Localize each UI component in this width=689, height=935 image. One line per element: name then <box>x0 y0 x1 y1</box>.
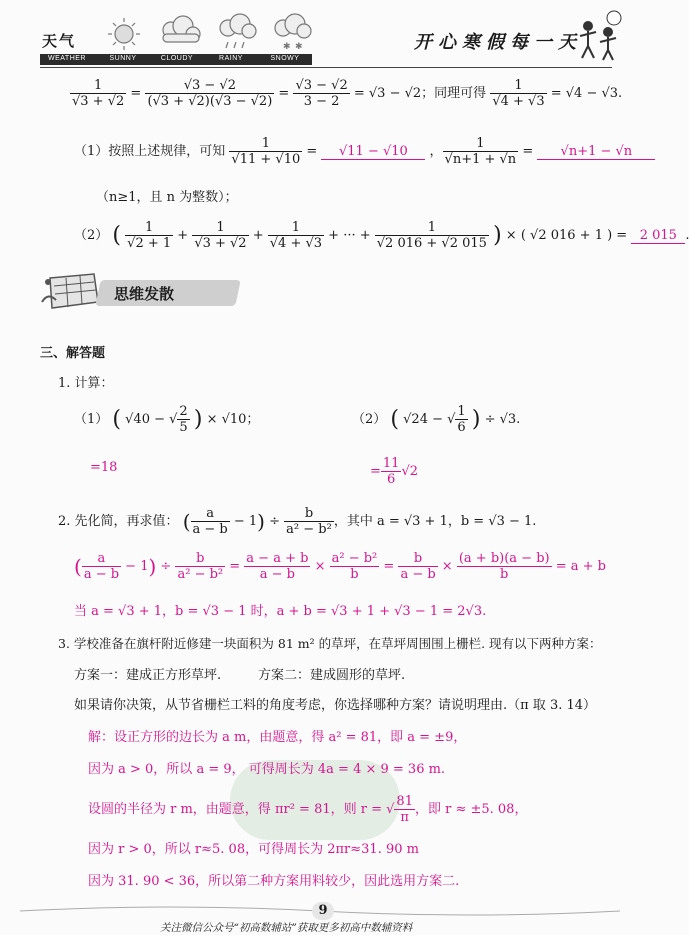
q1-note: （n≥1，且 n 为整数）； <box>96 190 238 205</box>
fraction: $\frac{√3 - √2}{3 - 2}$ <box>295 78 348 109</box>
p3-plan1: 方案一：建成正方形草坪. <box>74 668 222 683</box>
p3-step3-b: ，即 r ≈ ±5. 08， <box>414 802 528 817</box>
svg-text:✱: ✱ <box>295 42 303 52</box>
fraction: $\frac{1}{6}$ <box>457 404 466 435</box>
section-banner <box>38 272 242 310</box>
p3-step3: 设圆的半径为 r m，由题意，得 πr² = 81，则 r = √ $\frac{81}{\pi}$ ，即 r ≈ ±5. 08， <box>88 794 528 825</box>
header-slogan: 开心寒假每一天 <box>414 32 582 53</box>
fraction: $\frac{(a + b)(a - b)}{b}$ <box>458 551 550 582</box>
fraction: $\frac{1}{√4 + √3}$ <box>492 78 545 109</box>
example-line: $\frac{1}{√3 + √2}$ = $\frac{√3 - √2}{(√3 + √2)(√3 - √2)}$ = $\frac{√3 - √2}{3 - 2}$ = √3 − √2；同理可得 $\frac{1}{√4 + √3}$ = √4 − √3. <box>72 78 623 109</box>
p1-label: 1. 计算： <box>58 376 114 391</box>
weather-title: 天气 <box>42 32 77 50</box>
svg-text:✱: ✱ <box>283 42 291 52</box>
p3-question: 3. 学校准备在旗杆附近修建一块面积为 81 m² 的草坪，在草坪周围围上栅栏. 现有以下两种方案： <box>58 636 602 651</box>
fraction: $\frac{a}{a - b}$ <box>83 551 120 582</box>
banner-title: 思维发散 <box>114 286 175 303</box>
p3-step4: 因为 r > 0，所以 r≈5. 08，可得周长为 2πr≈31. 90 m <box>88 842 419 857</box>
fraction: $\frac{\text{a² − b²}}{b}$ <box>331 551 378 582</box>
p1a-answer: =18 <box>90 460 118 475</box>
snowy-icon <box>275 14 311 52</box>
p1b-expression: （2） ( √24 − √ $\frac{1}{6}$ ) ÷ √3. <box>352 404 521 435</box>
q1-label: （1）按照上述规律，可知 <box>74 144 226 159</box>
fraction: $\frac{1}{√4 + √3}$ <box>269 220 323 251</box>
p2-condition: ，其中 a = √3 + 1，b = √3 − 1. <box>333 514 537 529</box>
p3-step5: 因为 31. 90 < 36，所以第二种方案用料较少，因此选用方案二. <box>88 874 460 889</box>
fraction: $\frac{b}{\text{a² − b²}}$ <box>177 551 224 582</box>
fraction: $\frac{1}{√3 + √2}$ <box>194 220 247 251</box>
page-footer <box>0 902 640 935</box>
q1-answer-1: √11 − √10 <box>321 144 425 160</box>
section-heading: 三、解答题 <box>40 346 106 361</box>
q2-line: （2） ( $\frac{1}{√2 + 1}$ + $\frac{1}{√3 + √2}$ + $\frac{1}{√4 + √3}$ + ··· + $\frac{1}{√2 016 + √2 015}$ ) × ( √2 016 + 1 ) = 2 015 <box>74 220 689 251</box>
p3-step3-a: 设圆的半径为 r m，由题意，得 πr² = 81，则 r = <box>88 802 387 817</box>
fraction: $\frac{1}{√3 + √2}$ <box>72 78 125 109</box>
fraction: $\frac{1}{√n+1 + √n}$ <box>444 136 517 167</box>
fraction: $\frac{√3 - √2}{(√3 + √2)(√3 - √2)}$ <box>147 78 273 109</box>
cloudy-label: CLOUDY <box>160 55 194 62</box>
rainy-icon <box>220 14 256 48</box>
p2-line: 2. 先化简，再求值： ( $\frac{a}{a - b}$ − 1) ÷ $\frac{b}{\text{a² − b²}}$ ，其中 a = √3 + 1，b = √3 − 1. <box>58 506 537 537</box>
q1-answer-2: √n+1 − √n <box>537 144 655 160</box>
fraction: $\frac{b}{a - b}$ <box>400 551 436 582</box>
page-number: 9 <box>312 902 334 920</box>
fraction: $\frac{a}{a - b}$ <box>192 506 228 537</box>
sunny-label: SUNNY <box>109 55 137 62</box>
fraction: $\frac{11}{6}$ <box>382 456 400 487</box>
fraction: $\frac{1}{√11 + √10}$ <box>231 136 301 167</box>
p1b-answer-prefix: = <box>370 464 381 479</box>
p2-solution: ( $\frac{a}{a - b}$ − 1) ÷ $\frac{b}{\text{a² − b²}}$ = $\frac{a - a + b}{a - b}$ × $\frac{\text{a² − b²}}{b}$ = $\frac{b}{a - b}$ × $\frac{(a + b)(a - b)}{b}$ = a + b <box>74 551 606 582</box>
p2-final: 当 a = √3 + 1，b = √3 − 1 时，a + b = √3 + 1 + √3 − 1 = 2√3. <box>74 604 487 619</box>
p3-step2: 因为 a > 0，所以 a = 9， 可得周长为 4a = 4 × 9 = 36 m. <box>88 762 446 777</box>
p1a-label: （1） <box>74 412 109 427</box>
p3-plan2: 方案二：建成圆形的草坪. <box>258 668 406 683</box>
p1b-answer: = $\frac{11}{6}$ √2 <box>370 456 419 487</box>
p2-label: 2. 先化简，再求值： <box>58 514 179 529</box>
fraction: $\frac{a - a + b}{a - b}$ <box>246 551 309 582</box>
fraction: $\frac{2}{5}$ <box>179 404 188 435</box>
calendar-icon <box>38 272 102 312</box>
q2-label: （2） <box>74 228 109 243</box>
q1-line: （1）按照上述规律，可知 $\frac{1}{√11 + √10}$ = √11 − √10 ， $\frac{1}{√n+1 + √n}$ = √n+1 − √n <box>74 136 655 167</box>
cloudy-icon <box>163 16 200 42</box>
weather-label: WEATHER <box>48 55 86 62</box>
p1a-expression: （1） ( √40 − √ $\frac{2}{5}$ ) × √10； <box>74 404 260 435</box>
fraction: $\frac{1}{√2 + 1}$ <box>127 220 172 251</box>
fraction: $\frac{81}{\pi}$ <box>396 794 413 825</box>
fraction: $\frac{b}{\text{a² − b²}}$ <box>286 506 332 537</box>
footer-text: 关注微信公众号“初高数辅站”获取更多初高中数辅资料 <box>160 922 413 934</box>
p3-step1: 解：设正方形的边长为 a m，由题意，得 a² = 81，即 a = ±9， <box>88 730 467 745</box>
rainy-label: RAINY <box>219 55 243 62</box>
sun-icon <box>108 18 140 50</box>
page-header <box>0 0 640 68</box>
q2-answer: 2 015 <box>631 228 685 244</box>
weather-icons <box>104 12 314 54</box>
fraction: $\frac{1}{√2 016 + √2 015}$ <box>376 220 487 251</box>
snowy-label: SNOWY <box>270 55 300 62</box>
p1b-label: （2） <box>352 412 387 427</box>
kids-icon <box>570 8 630 62</box>
example-tail: ；同理可得 <box>421 86 487 101</box>
p2-result: = a + b <box>555 559 606 574</box>
header-rule <box>40 67 612 68</box>
p3-ask: 如果请你决策，从节省栅栏工料的角度考虑，你选择哪种方案？请说明理由.（π 取 3. 14） <box>74 698 597 713</box>
